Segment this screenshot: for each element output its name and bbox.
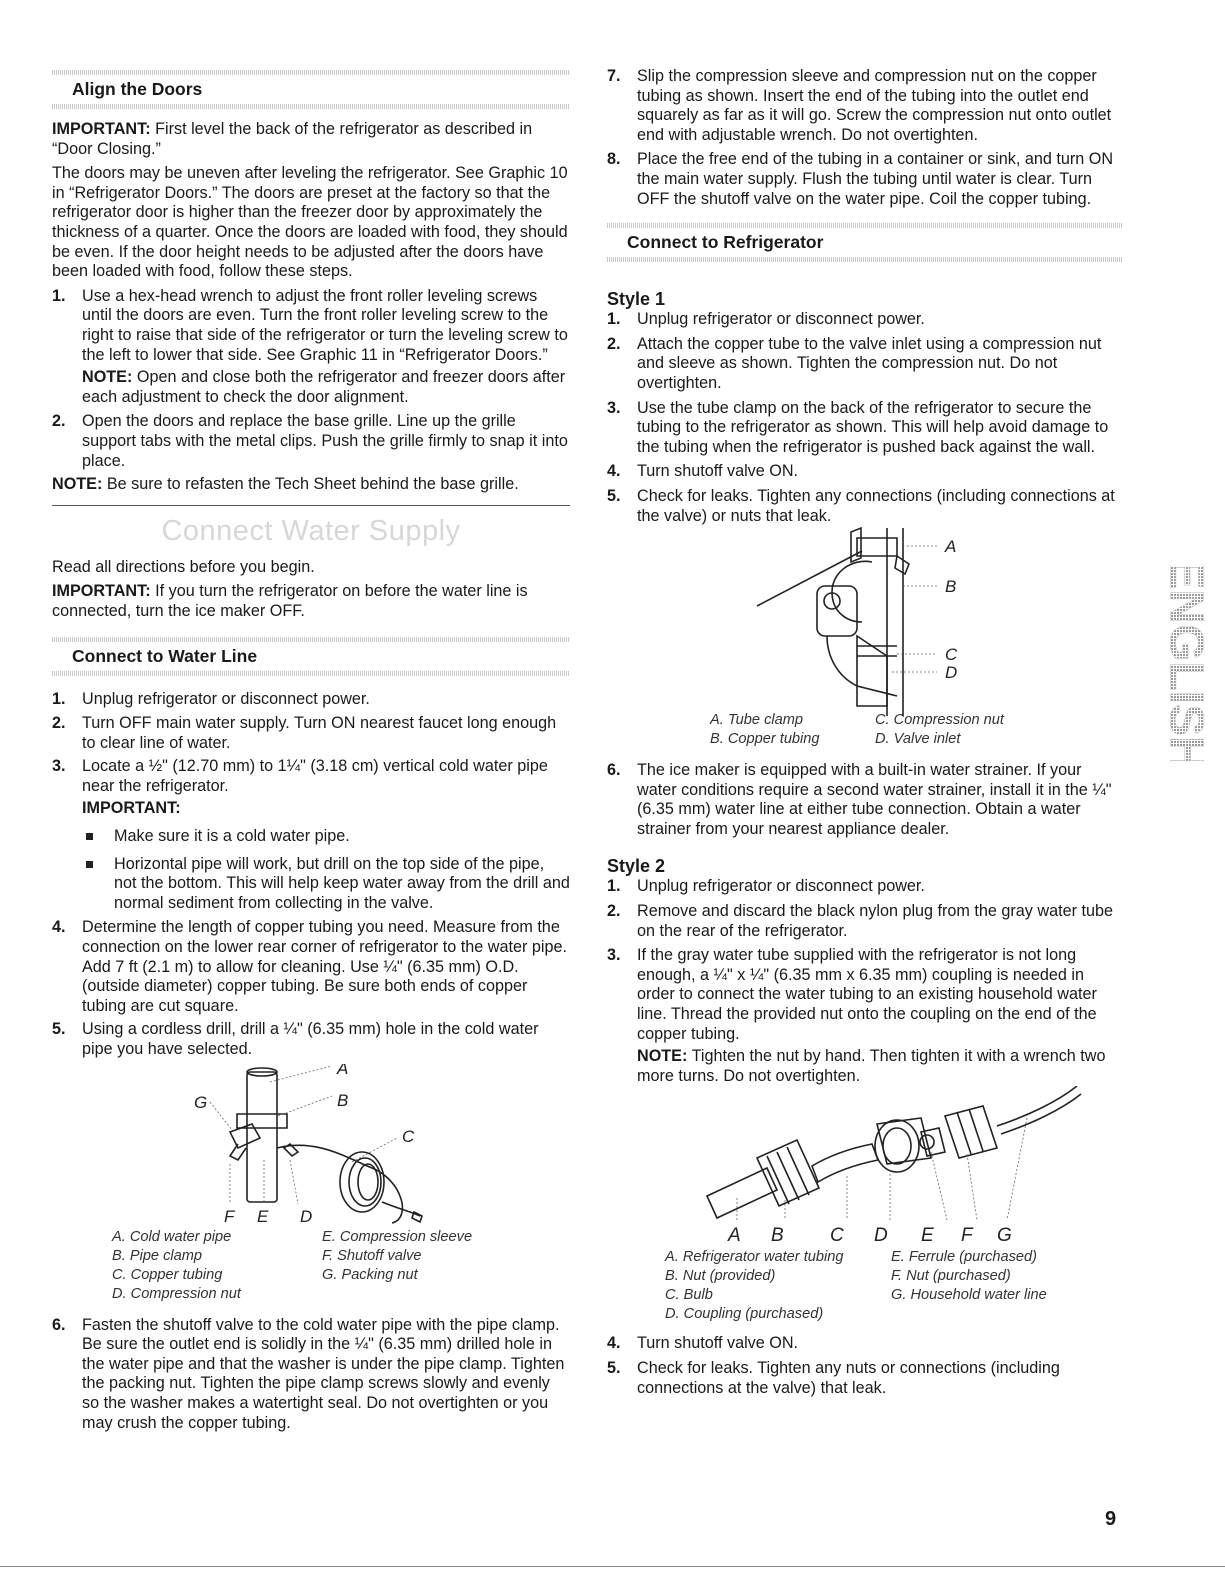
list-item: 3. Use the tube clamp on the back of the refrigerator to secure the tubing to the refrigerator as shown. This will help avoid damage to the tubing when the refrigerator is pushed back against the wall. (607, 398, 1109, 456)
bullet-item: Horizontal pipe will work, but drill on the top side of the pipe, not the bottom. This will help keep water away from the drill and normal sediment from collecting in the valve. (82, 855, 570, 914)
label-f: F (224, 1206, 235, 1224)
coupling-illustration (607, 1086, 1122, 1244)
language-tab-text: ENGLISH (1159, 566, 1211, 762)
label-b: B (945, 577, 957, 597)
section-header-align-doors (52, 70, 570, 109)
list-item: 1. Use a hex-head wrench to adjust the front roller leveling screws until the doors are even. Turn the front roller leveling screw to the right to raise that side of the refrigerator or turn the leveling screw to the left to lower that side. See Graphic 11 in “Refrigerator Doors.” NOTE: Open and close both the refrigerator and freezer doors after each adjustment to check the door alignment. (52, 287, 570, 408)
bullet-list (52, 827, 570, 913)
label-d: D (874, 1225, 888, 1245)
label-e: E (921, 1225, 934, 1245)
label-b: B (771, 1225, 784, 1245)
list-item: 4. Turn shutoff valve ON. (607, 462, 799, 481)
style-2-heading: Style 2 (607, 856, 666, 877)
divider (52, 505, 570, 506)
list-item: 7. Slip the compression sleeve and compression nut on the copper tubing as shown. Insert the end of the tubing into the outlet end squarely as far as it will go. Screw the compression nut onto outlet end with adjustable wrench. Do not overtighten. (607, 67, 1112, 144)
label-d: D (300, 1206, 313, 1224)
section-heading: Connect to Refrigerator (627, 232, 824, 253)
list-item: 6. Fasten the shutoff valve to the cold water pipe with the pipe clamp. Be sure the outlet end is solidly in the ¼" (6.35 mm) drilled hole in the water pipe and that the washer is under the pipe clamp. Tighten the packing nut. Tighten the pipe clamp screws slowly and evenly so the washer makes a watertight seal. Do not overtighten or you may crush the copper tubing. (52, 1315, 565, 1432)
bottom-divider (0, 1566, 1225, 1567)
list-item: 1. Unplug refrigerator or disconnect power. (607, 877, 925, 896)
important-label: IMPORTANT: (82, 799, 181, 818)
label-g: G (194, 1092, 208, 1112)
list-item: 2. Open the doors and replace the base grille. Line up the grille support tabs with the metal clips. Push the grille firmly to snap it into place. (52, 412, 568, 470)
style-1-heading: Style 1 (607, 289, 666, 310)
section-heading: Align the Doors (72, 79, 203, 99)
style-2-steps-end (607, 1334, 1122, 1398)
water-line-steps-end (607, 67, 1122, 209)
page-number: 9 (1105, 1508, 1117, 1530)
list-item: 3. Locate a ½" (12.70 mm) to 1¼" (3.18 cm) vertical cold water pipe near the refrigerator. IMPORTANT: (52, 757, 570, 819)
valve-inlet-illustration (607, 526, 1122, 716)
label-c: C (402, 1126, 415, 1146)
label-c: C (830, 1225, 844, 1245)
label-c: C (945, 645, 958, 665)
list-item: 4. Determine the length of copper tubing you need. Measure from the connection on the lower rear corner of refrigerator to the water pipe. Add 7 ft (2.1 m) to allow for cleaning. Use ¼" (6.35 mm) O.D. (outside diameter) copper tubing. Be sure both ends of copper tubing are cut square. (52, 918, 567, 1015)
style-1-step-6 (607, 761, 1122, 839)
important-paragraph: IMPORTANT: First level the back of the refrigerator as described in “Door Closing.” (52, 120, 533, 158)
label-f: F (961, 1225, 973, 1245)
valve-inlet-diagram (607, 526, 1122, 716)
list-item: 2. Turn OFF main water supply. Turn ON nearest faucet long enough to clear line of water. (52, 714, 557, 752)
list-item: 1. Unplug refrigerator or disconnect power. (52, 690, 370, 709)
water-line-steps-continued (52, 918, 570, 1059)
water-line-steps (52, 690, 570, 819)
intro-paragraph: The doors may be uneven after leveling the refrigerator. See Graphic 10 in “Refrigerator Doors.” The doors are preset at the factory so that the refrigerator door is higher than the freezer door by approximately the thickness of a quarter. Once the doors are loaded with food, they should be even. If the door height needs to be adjusted after the doors have been loaded with food, follow these steps. (52, 164, 568, 281)
figure-legend: A. Tube clamp C. Compression nut B. Copper tubing D. Valve inlet (710, 712, 1004, 748)
bullet-item: Make sure it is a cold water pipe. (82, 827, 570, 847)
list-item: 3. If the gray water tube supplied with the refrigerator is not long enough, a ¼" x ¼" (6.35 mm x 6.35 mm) coupling is needed in order to connect the water tubing to an existing household water line. Thread the provided nut onto the coupling on the end of the copper tubing. NOTE: Tighten the nut by hand. Then tighten it with a wrench two more turns. Do not overtighten. (607, 946, 1122, 1086)
list-item: 5. Check for leaks. Tighten any connections (including connections at the valve) or nuts that leak. (607, 486, 1115, 525)
figure-legend: A. Cold water pipe E. Compression sleeve B. Pipe clamp F. Shutoff valve C. Copper tubing G. Packing nut D. Compression nut (112, 1228, 473, 1302)
section-header-water-line (52, 637, 570, 676)
right-column (607, 0, 1122, 1398)
align-steps (52, 287, 570, 471)
list-item: 6. The ice maker is equipped with a built-in water strainer. If your water conditions require a second water strainer, install it in the ¼" (6.35 mm) water line at either tube connection. Obtain a water strainer from your nearest appliance dealer. (607, 761, 1112, 838)
figure-legend: A. Refrigerator water tubing E. Ferrule (purchased) B. Nut (provided) F. Nut (purchased) C. Bulb G. Household water line D. Coupling (purchased) (665, 1249, 1047, 1323)
label-d: D (945, 663, 958, 683)
section-heading: Connect to Water Line (72, 646, 258, 667)
read-paragraph: Read all directions before you begin. (52, 557, 315, 576)
list-item: 1. Unplug refrigerator or disconnect power. (607, 310, 925, 329)
list-item: 5. Check for leaks. Tighten any nuts or connections (including connections at the valve) that leak. (607, 1359, 1060, 1397)
list-item: 8. Place the free end of the tubing in a container or sink, and turn ON the main water supply. Flush the tubing until water is clear. Turn OFF the shutoff valve on the water pipe. Coil the copper tubing. (607, 150, 1114, 208)
section-header-refrigerator (607, 223, 1122, 262)
label-a: A (945, 537, 957, 557)
note: NOTE: Open and close both the refrigerator and freezer doors after each adjustment to check the door alignment. (82, 368, 566, 406)
important-paragraph: IMPORTANT: If you turn the refrigerator on before the water line is connected, turn the ice maker OFF. (52, 582, 528, 620)
list-item: 2. Attach the copper tube to the valve inlet using a compression nut and sleeve as shown. Tighten the compression nut. Do not overtighten. (607, 334, 1102, 392)
water-line-step-6 (52, 1316, 570, 1434)
style-2-steps (607, 877, 1122, 1086)
list-item: 5. Using a cordless drill, drill a ¼" (6.35 mm) hole in the cold water pipe you have selected. (52, 1020, 539, 1058)
label-b: B (337, 1090, 349, 1110)
note: NOTE: Tighten the nut by hand. Then tighten it with a wrench two more turns. Do not overtighten. (637, 1047, 1106, 1085)
note-paragraph: NOTE: Be sure to refasten the Tech Sheet behind the base grille. (52, 475, 519, 494)
section-title-connect-water-supply: Connect Water Supply (161, 514, 461, 547)
label-a: A (728, 1225, 741, 1245)
shutoff-valve-diagram (52, 1064, 570, 1224)
style-1-steps (607, 310, 1122, 526)
label-e: E (257, 1206, 269, 1224)
language-tab (1155, 566, 1211, 762)
list-item: 4. Turn shutoff valve ON. (607, 1334, 799, 1353)
list-item: 2. Remove and discard the black nylon plug from the gray water tube on the rear of the refrigerator. (607, 902, 1113, 940)
label-g: G (997, 1225, 1012, 1245)
label-a: A (337, 1063, 349, 1078)
coupling-diagram (607, 1086, 1122, 1244)
left-column (52, 0, 570, 1433)
shutoff-valve-illustration (52, 1064, 570, 1224)
